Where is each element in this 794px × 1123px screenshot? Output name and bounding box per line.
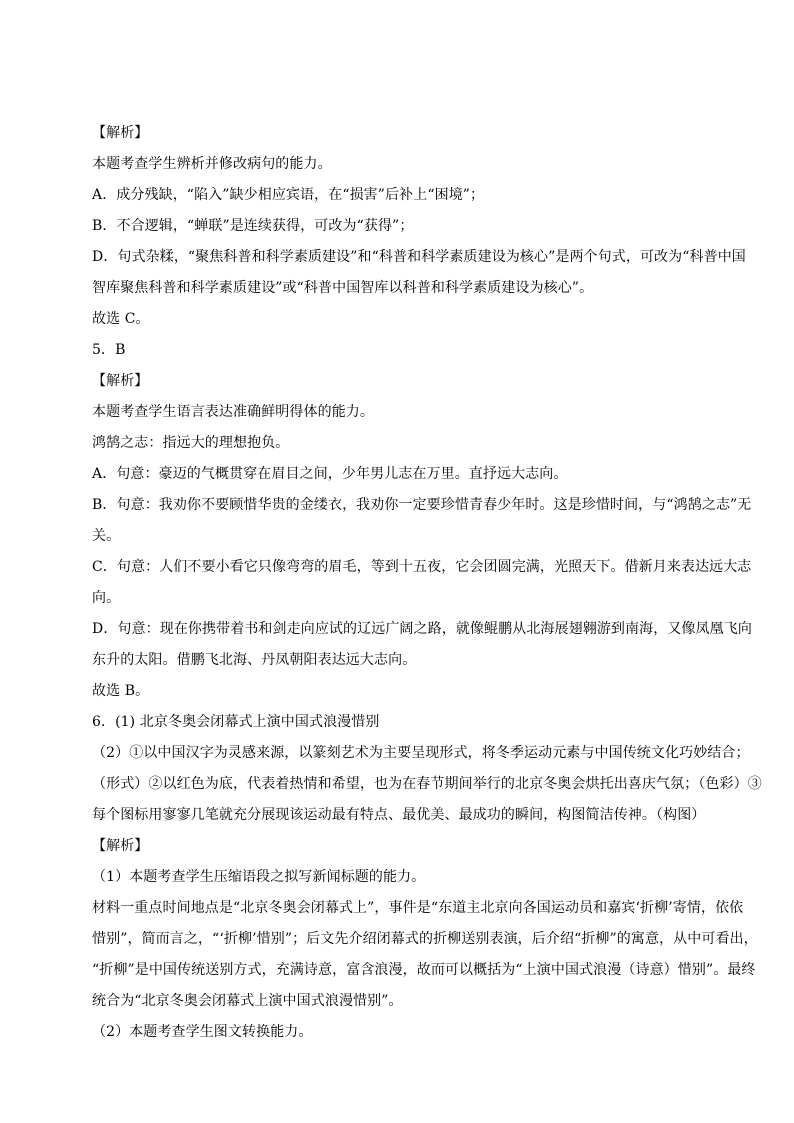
text-line: （形式）②以红色为底，代表着热情和希望，也为在春节期间举行的北京冬奥会烘托出喜庆气氛；（色彩）③ <box>92 776 762 792</box>
text-line: 关。 <box>92 528 121 544</box>
text-line: 东升的太阳。借鹏飞北海、丹凤朝阳表达远大志向。 <box>92 652 417 668</box>
text-line: 统合为“北京冬奥会闭幕式上演中国式浪漫惜别”。 <box>92 993 403 1009</box>
text-line: （2）本题考查学生图文转换能力。 <box>92 1024 313 1040</box>
text-line: 本题考查学生辨析并修改病句的能力。 <box>92 156 332 172</box>
text-line: 智库聚焦科普和科学素质建设”或“科普中国智库以科普和科学素质建设为核心”。 <box>92 280 594 296</box>
text-line: A．句意：豪迈的气概贯穿在眉目之间，少年男儿志在万里。直抒远大志向。 <box>92 466 568 482</box>
text-line: D．句式杂糅，“聚焦科普和科学素质建设”和“科普和科学素质建设为核心”是两个句式，可改为“科普中国 <box>92 249 746 265</box>
text-line: B．句意：我劝你不要顾惜华贵的金缕衣，我劝你一定要珍惜青春少年时。这是珍惜时间，与“鸿鹄之志”无 <box>92 497 752 513</box>
section-heading-analysis: 【解析】 <box>92 838 149 854</box>
text-line: （1）本题考查学生压缩语段之拟写新闻标题的能力。 <box>92 869 426 885</box>
text-line: B．不合逻辑，“蝉联”是连续获得，可改为“获得”； <box>92 218 414 234</box>
text-line: 每个图标用寥寥几笔就充分展现该运动最有特点、最优美、最成功的瞬间，构图简洁传神。（构图） <box>92 807 706 823</box>
text-line: 本题考查学生语言表达准确鲜明得体的能力。 <box>92 404 374 420</box>
text-line: “折柳”是中国传统送别方式，充满诗意，富含浪漫，故而可以概括为“上演中国式浪漫（诗意）惜别”。最终 <box>92 962 756 978</box>
text-line: 故选 C。 <box>92 311 150 327</box>
answer-line: 5．B <box>92 342 126 358</box>
text-line: 故选 B。 <box>92 683 150 699</box>
section-heading-analysis: 【解析】 <box>92 373 149 389</box>
text-line: 鸿鹄之志：指远大的理想抱负。 <box>92 435 290 451</box>
section-heading-analysis: 【解析】 <box>92 125 149 141</box>
text-line: 材料一重点时间地点是“北京冬奥会闭幕式上”，事件是“东道主北京向各国运动员和嘉宾‘折柳’寄情，依依 <box>92 900 744 916</box>
text-line: C．句意：人们不要小看它只像弯弯的眉毛，等到十五夜，它会团圆完满，光照天下。借新月来表达远大志 <box>92 559 752 575</box>
text-line: 惜别”，简而言之，“‘折柳’惜别”；后文先介绍闭幕式的折柳送别表演，后介绍“折柳”的寓意，从中可看出， <box>92 931 758 947</box>
text-line: 向。 <box>92 590 121 606</box>
answer-line: 6．(1) 北京冬奥会闭幕式上演中国式浪漫惜别 <box>92 714 380 730</box>
text-line: D．句意：现在你携带着书和剑走向应试的辽远广阔之路，就像鲲鹏从北海展翅翱游到南海，又像凤凰飞向 <box>92 621 752 637</box>
text-line: （2）①以中国汉字为灵感来源，以篆刻艺术为主要呈现形式，将冬季运动元素与中国传统文化巧妙结合； <box>92 745 750 761</box>
text-line: A．成分残缺，“陷入”缺少相应宾语，在“损害”后补上“困境”； <box>92 187 485 203</box>
